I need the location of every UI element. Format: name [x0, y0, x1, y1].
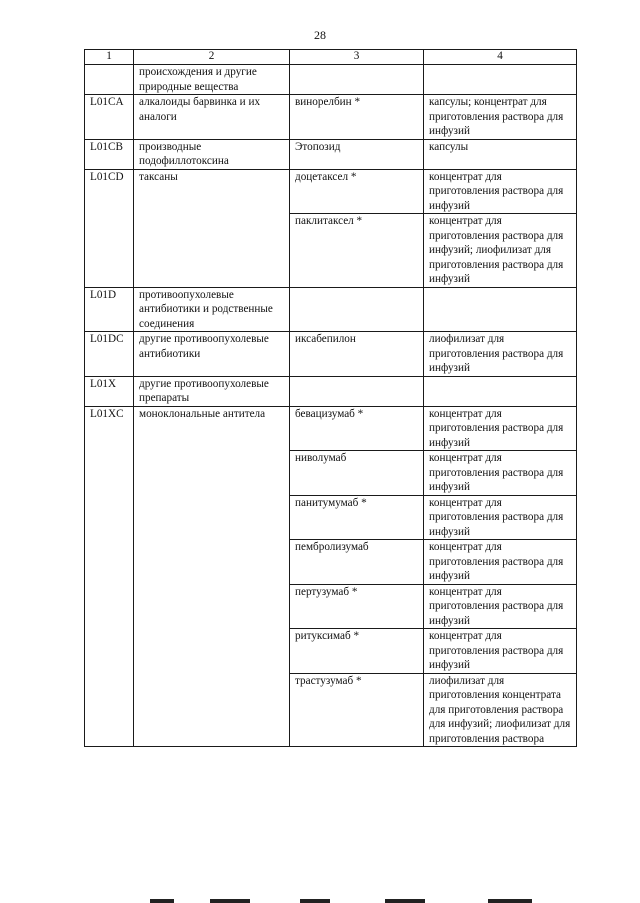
drug-name-cell	[290, 65, 424, 95]
atc-code-cell	[85, 65, 134, 95]
group-name-cell: производные подофиллотоксина	[134, 139, 290, 169]
drug-name-cell: Этопозид	[290, 139, 424, 169]
table-row	[85, 169, 577, 214]
dosage-form-cell	[424, 65, 577, 95]
table-row	[85, 287, 577, 332]
table-row	[85, 376, 577, 406]
dosage-form-cell	[424, 376, 577, 406]
drug-name-cell: ритуксимаб *	[290, 629, 424, 674]
atc-code-cell: L01D	[85, 287, 134, 332]
drug-name-cell: трастузумаб *	[290, 673, 424, 747]
header-row	[85, 50, 577, 65]
table-row	[85, 406, 577, 451]
group-name-cell: алкалоиды барвинка и их аналоги	[134, 95, 290, 140]
dosage-form-cell: концентрат для приготовления раствора для инфузий	[424, 169, 577, 214]
dosage-form-cell	[424, 287, 577, 332]
drug-name-cell: панитумумаб *	[290, 495, 424, 540]
atc-code-cell: L01DC	[85, 332, 134, 377]
scan-artifact	[300, 899, 330, 903]
table-row	[85, 65, 577, 95]
group-name-cell: другие противоопухолевые антибиотики	[134, 332, 290, 377]
column-header-1: 1	[85, 50, 134, 65]
drug-name-cell: доцетаксел *	[290, 169, 424, 214]
atc-code-cell: L01CA	[85, 95, 134, 140]
drug-name-cell	[290, 376, 424, 406]
group-name-cell: противоопухолевые антибиотики и родственные соединения	[134, 287, 290, 332]
drug-name-cell: ниволумаб	[290, 451, 424, 496]
atc-code-cell: L01CD	[85, 169, 134, 287]
drug-table	[84, 49, 577, 747]
drug-name-cell	[290, 287, 424, 332]
table-row	[85, 332, 577, 377]
drug-name-cell: иксабепилон	[290, 332, 424, 377]
dosage-form-cell: лиофилизат для приготовления концентрата для приготовления раствора для инфузий; лиофилизат для приготовления раствора	[424, 673, 577, 747]
dosage-form-cell: концентрат для приготовления раствора для инфузий	[424, 584, 577, 629]
dosage-form-cell: концентрат для приготовления раствора для инфузий	[424, 629, 577, 674]
dosage-form-cell: концентрат для приготовления раствора для инфузий	[424, 451, 577, 496]
dosage-form-cell: концентрат для приготовления раствора для инфузий	[424, 495, 577, 540]
dosage-form-cell: концентрат для приготовления раствора для инфузий	[424, 540, 577, 585]
dosage-form-cell: лиофилизат для приготовления раствора для инфузий	[424, 332, 577, 377]
group-name-cell: моноклональные антитела	[134, 406, 290, 747]
group-name-cell: таксаны	[134, 169, 290, 287]
drug-name-cell: бевацизумаб *	[290, 406, 424, 451]
scan-artifact	[150, 899, 174, 903]
column-header-2: 2	[134, 50, 290, 65]
dosage-form-cell: концентрат для приготовления раствора для инфузий	[424, 406, 577, 451]
group-name-cell: другие противоопухолевые препараты	[134, 376, 290, 406]
atc-code-cell: L01XC	[85, 406, 134, 747]
drug-name-cell: пертузумаб *	[290, 584, 424, 629]
table-row	[85, 139, 577, 169]
drug-name-cell: паклитаксел *	[290, 214, 424, 288]
atc-code-cell: L01CB	[85, 139, 134, 169]
atc-code-cell: L01X	[85, 376, 134, 406]
page-number: 28	[314, 28, 326, 42]
dosage-form-cell: концентрат для приготовления раствора для инфузий; лиофилизат для приготовления раствора для инфузий	[424, 214, 577, 288]
group-name-cell: происхождения и другие природные вещества	[134, 65, 290, 95]
dosage-form-cell: капсулы	[424, 139, 577, 169]
dosage-form-cell: капсулы; концентрат для приготовления раствора для инфузий	[424, 95, 577, 140]
column-header-4: 4	[424, 50, 577, 65]
scan-artifact	[488, 899, 532, 903]
scan-artifact	[210, 899, 250, 903]
table-body	[85, 65, 577, 747]
column-header-3: 3	[290, 50, 424, 65]
drug-name-cell: винорелбин *	[290, 95, 424, 140]
drug-name-cell: пембролизумаб	[290, 540, 424, 585]
scan-artifact	[385, 899, 425, 903]
table-row	[85, 95, 577, 140]
